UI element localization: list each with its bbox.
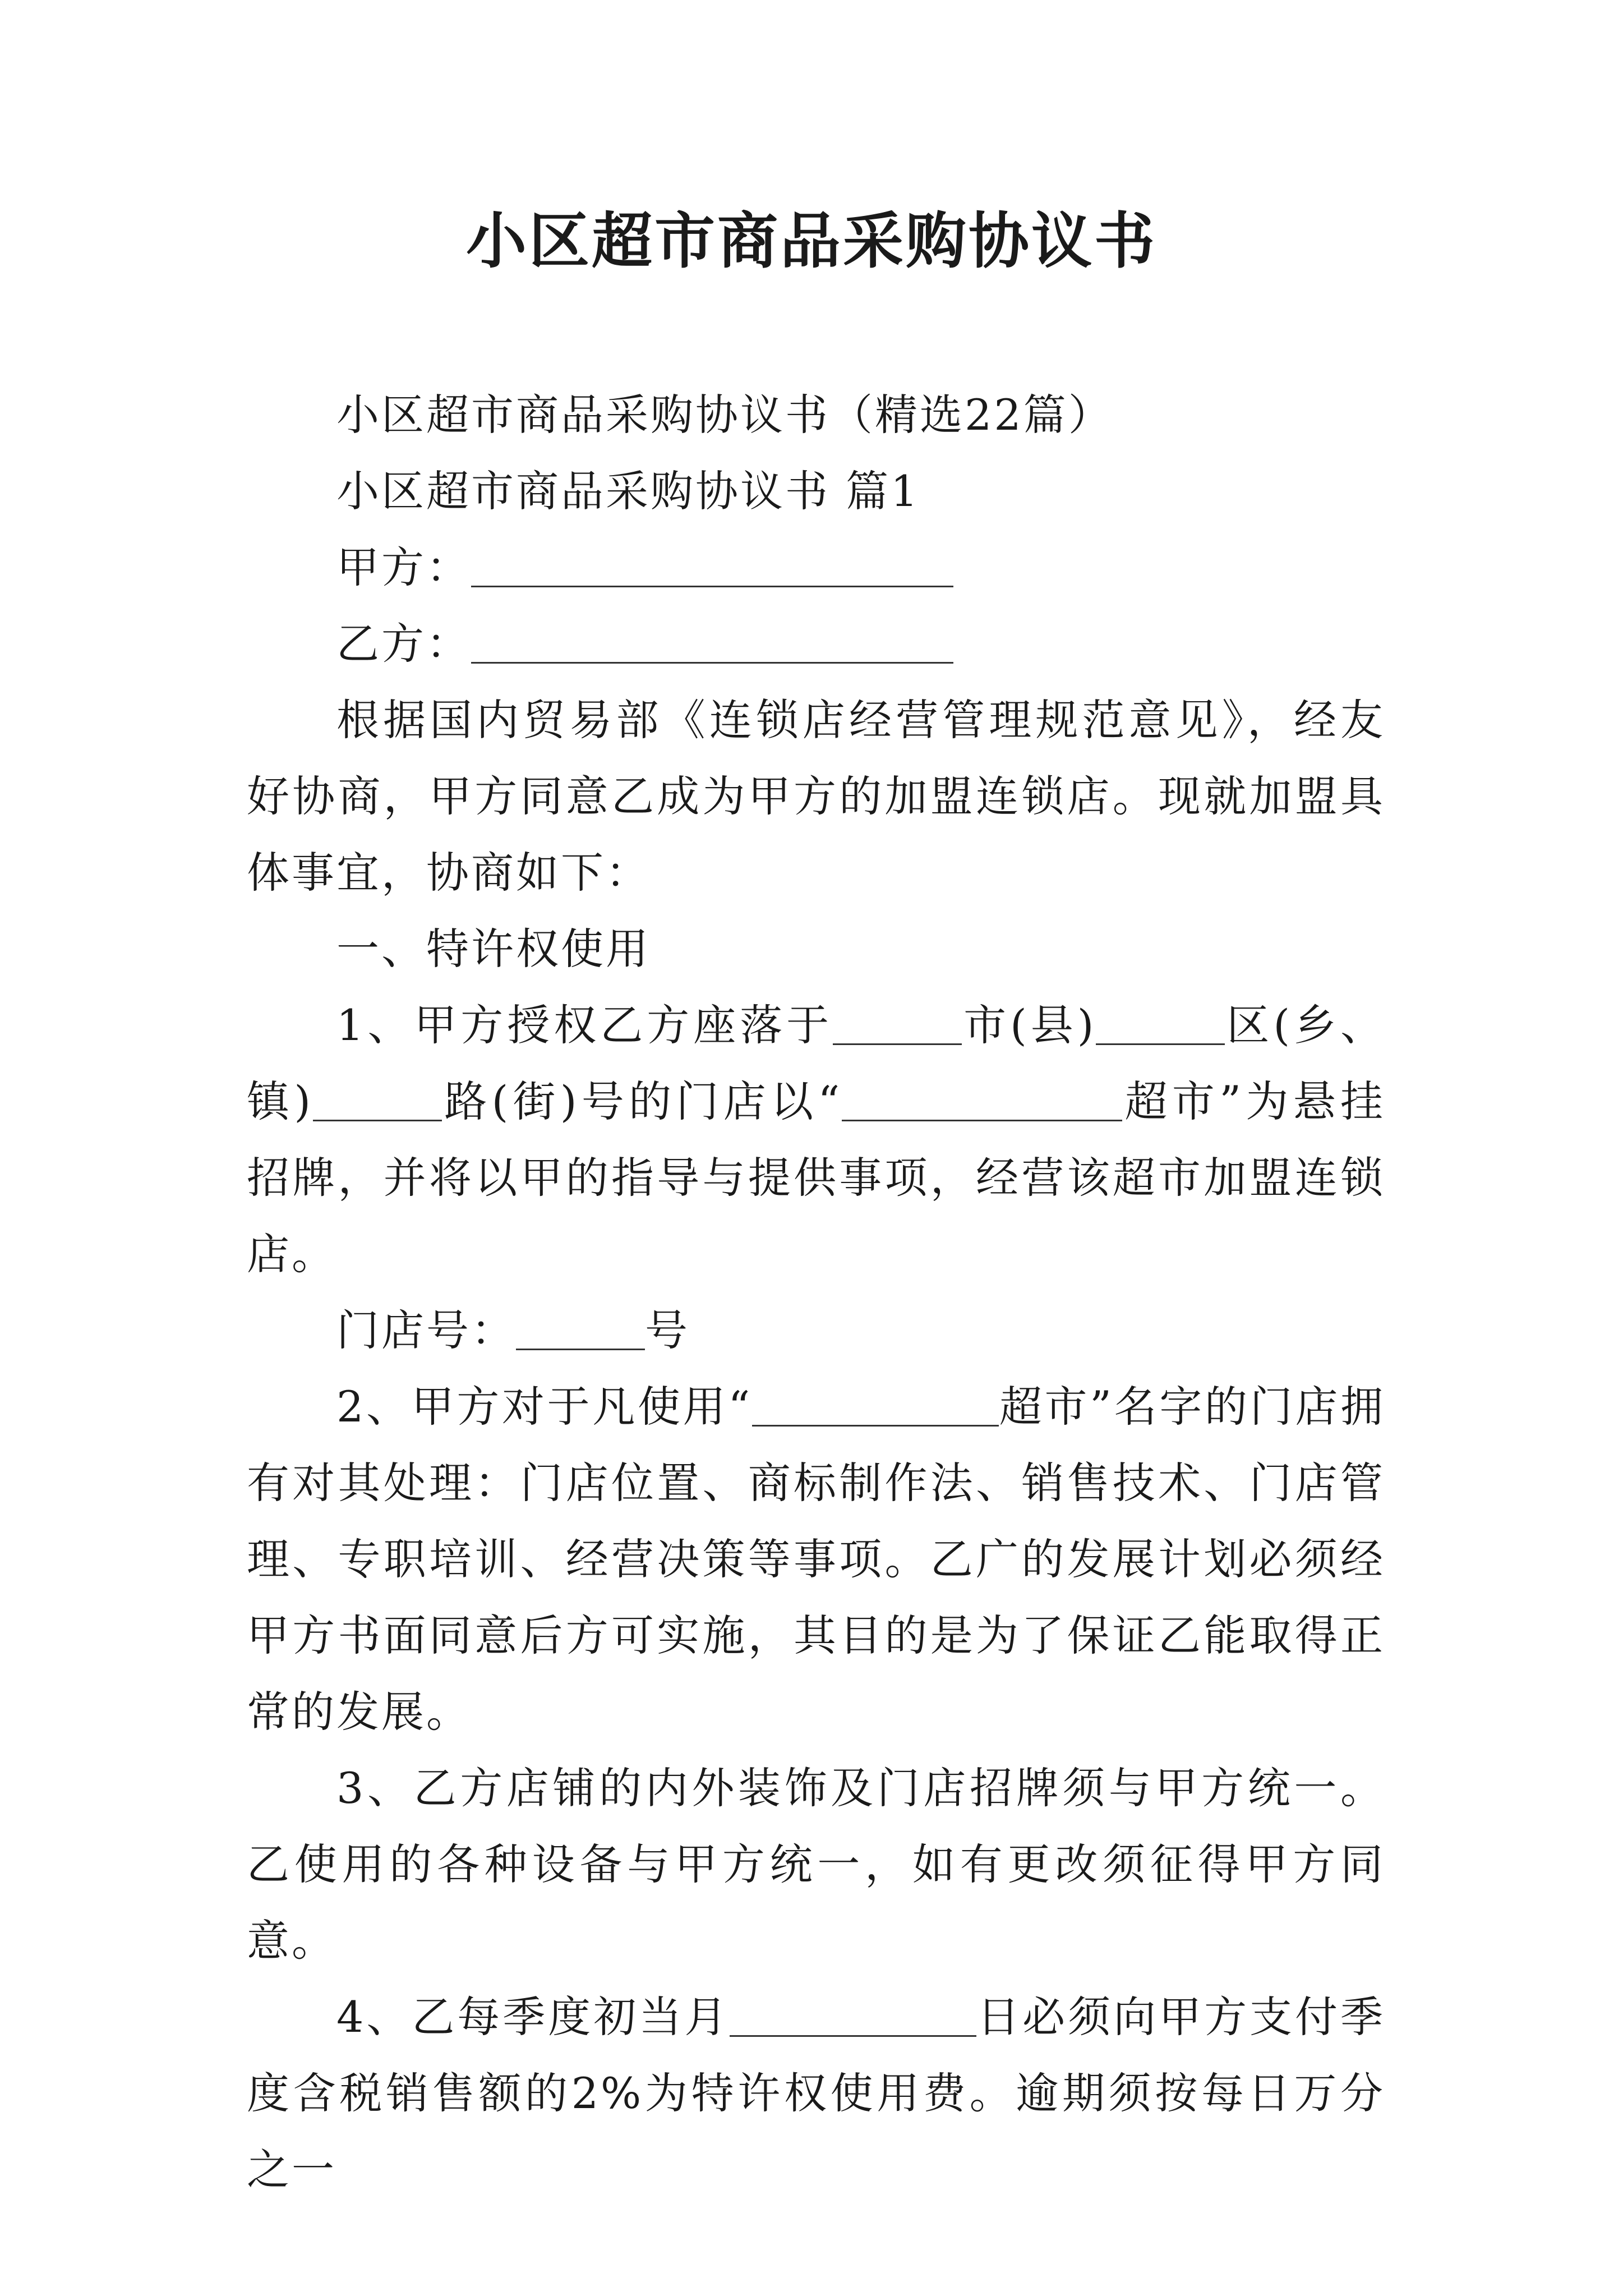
district-blank xyxy=(1096,1001,1225,1045)
clause-4 xyxy=(247,1979,1385,2208)
party-a-label: 甲方： xyxy=(336,542,471,592)
supermarket-name-blank xyxy=(752,1382,999,1427)
clause-1-city: 市(县) xyxy=(962,1000,1096,1050)
party-b-blank xyxy=(471,619,953,664)
document-body xyxy=(247,377,1385,2208)
store-number-suffix: 号 xyxy=(645,1305,690,1355)
document-subtitle: 小区超市商品采购协议书（精选22篇） xyxy=(336,390,1113,440)
heading-franchise-use: 一、特许权使用 xyxy=(336,924,651,974)
payment-day-blank xyxy=(730,1993,976,2037)
document-title: 小区超市商品采购协议书 xyxy=(465,206,1157,277)
section-heading: 小区超市商品采购协议书 篇1 xyxy=(336,466,920,516)
clause-2-prefix: 2、甲方对于凡使用“ xyxy=(336,1382,753,1432)
clause-4-suffix: 日必须向甲方支付季度含税销售额的2%为特许权使用费。逾期须按每日万分之一 xyxy=(247,1992,1386,2194)
clause-3: 3、乙方店铺的内外装饰及门店招牌须与甲方统一。乙使用的各种设备与甲方统一，如有更改须征得甲方同意。 xyxy=(247,1763,1385,1966)
clause-2 xyxy=(247,1369,1385,1750)
clause-1-prefix: 1、甲方授权乙方座落于 xyxy=(336,1000,833,1050)
store-number-blank xyxy=(516,1306,645,1350)
store-name-blank xyxy=(842,1077,1122,1121)
intro-paragraph: 根据国内贸易部《连锁店经营管理规范意见》，经友好协商，甲方同意乙成为甲方的加盟连锁店。现就加盟具体事宜，协商如下： xyxy=(247,695,1385,898)
clause-2-suffix: 超市”名字的门店拥有对其处理：门店位置、商标制作法、销售技术、门店管理、专职培训、经营决策等事项。乙广的发展计划必须经甲方书面同意后方可实施，其目的是为了保证乙能取得正常的发展。 xyxy=(247,1382,1385,1737)
clause-1 xyxy=(247,987,1385,1292)
party-b-line xyxy=(247,606,1385,682)
city-blank xyxy=(833,1001,962,1045)
party-b-label: 乙方： xyxy=(336,619,471,669)
clause-4-prefix: 4、乙每季度初当月 xyxy=(336,1992,730,2042)
store-number-line xyxy=(247,1292,1385,1369)
store-number-label: 门店号： xyxy=(336,1305,516,1355)
clause-1-road: 路(街)号的门店以“ xyxy=(441,1076,842,1126)
clause-1-district: 区(乡、镇) xyxy=(247,1000,1385,1126)
road-blank xyxy=(313,1077,442,1121)
clause-1-suffix: 超市”为悬挂招牌，并将以甲的指导与提供事项，经营该超市加盟连锁店。 xyxy=(247,1076,1385,1279)
party-a-line xyxy=(247,530,1385,606)
party-a-blank xyxy=(471,543,953,587)
